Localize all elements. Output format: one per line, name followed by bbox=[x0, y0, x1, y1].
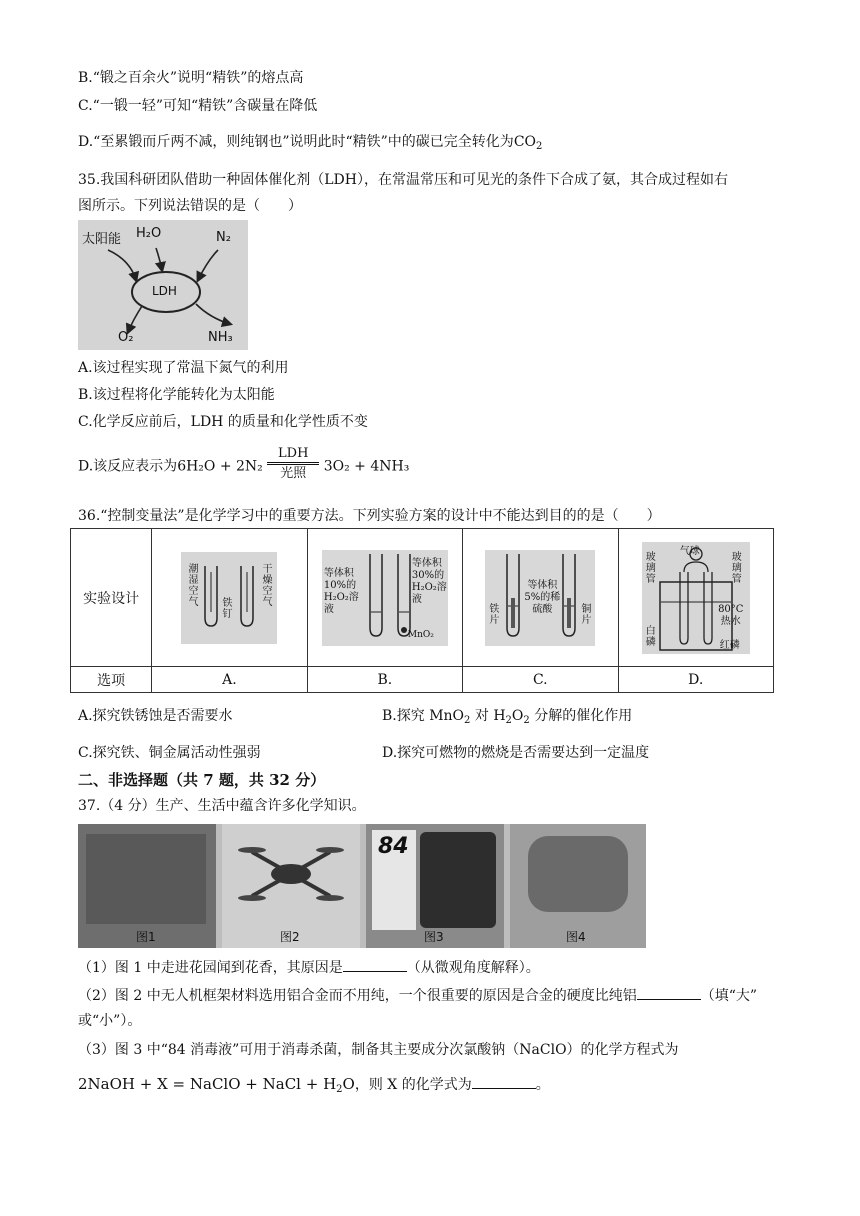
ldh-process-figure bbox=[78, 220, 248, 350]
reaction-condition: LDH 光照 bbox=[267, 446, 319, 483]
q37-sub3-equation: 2NaOH + X = NaClO + NaCl + $H_2O$，则 X 的化学式为 。 bbox=[78, 1075, 550, 1095]
iron-nail-label: 铁钉 bbox=[222, 597, 233, 620]
bottle-84-label: 84 bbox=[378, 834, 409, 859]
design-row-label: 实验设计 bbox=[71, 529, 152, 667]
mno2-label: MnO₂ bbox=[407, 629, 434, 640]
figure-c-metals bbox=[485, 550, 595, 646]
ldh-label: LDH bbox=[152, 284, 177, 298]
section-heading: 二、非选择题（共 7 题，共 32 分） bbox=[78, 771, 326, 789]
option-letter-a: A. bbox=[152, 667, 307, 693]
q34-option-b: B.“锻之百余火”说明“精铁”的熔点高 bbox=[78, 70, 304, 86]
q34-option-d: D.“至累锻而斤两不减，则纯钢也”说明此时“精铁”中的碳已完全转化为$CO_2$ bbox=[78, 134, 543, 152]
q35-option-c: C.化学反应前后，LDH 的质量和化学性质不变 bbox=[78, 414, 368, 430]
sun-energy-label: 太阳能 bbox=[82, 232, 122, 247]
formula-co2: $CO_2$ bbox=[513, 134, 543, 152]
q37-photo-strip bbox=[78, 824, 646, 948]
figure-b-catalyst bbox=[322, 550, 448, 646]
photo-rust bbox=[510, 824, 646, 948]
glass-tube-right-label: 玻璃管 bbox=[731, 551, 742, 585]
photo-drone bbox=[222, 824, 360, 948]
balloon-label: 气球 bbox=[679, 545, 700, 557]
h2o-label: H₂O bbox=[136, 226, 162, 241]
h2o2-10-label: 等体积10%的H₂O₂溶液 bbox=[323, 567, 359, 615]
q37-sub2: （2）图 2 中无人机框架材料选用铝合金而不用纯，一个很重要的原因是合金的硬度比纯铝 （填“大” bbox=[78, 988, 758, 1004]
o2-label: O₂ bbox=[118, 330, 134, 345]
photo-disinfectant bbox=[366, 824, 504, 948]
bottle-small bbox=[372, 830, 416, 930]
photo-label-2: 图2 bbox=[280, 930, 300, 944]
option-letter-b: B. bbox=[307, 667, 462, 693]
design-cell-b bbox=[307, 529, 462, 667]
q37-sub1: （1）图 1 中走进花园闻到花香，其原因是 （从微观角度解释）。 bbox=[78, 960, 540, 976]
answer-blank-2[interactable] bbox=[637, 986, 701, 1000]
design-cell-d bbox=[618, 529, 773, 667]
copper-sheet-label: 铜片 bbox=[581, 603, 592, 626]
bottle-large bbox=[420, 832, 496, 928]
q37-stem: 37.（4 分）生产、生活中蕴含许多化学知识。 bbox=[78, 798, 366, 814]
option-letter-d: D. bbox=[618, 667, 773, 693]
photo-label-4: 图4 bbox=[566, 930, 586, 944]
q35-option-d: D.该反应表示为6H₂O + 2N₂ LDH 光照 3O₂ + 4NH₃ bbox=[78, 446, 410, 481]
q36-answer-d: D.探究可燃物的燃烧是否需要达到一定温度 bbox=[382, 745, 650, 761]
dilute-acid-label: 等体积5%的稀硫酸 bbox=[524, 579, 561, 615]
figure-a-rust bbox=[181, 552, 277, 644]
option-letter-c: C. bbox=[463, 667, 618, 693]
experiment-table bbox=[70, 528, 774, 693]
answer-blank-1[interactable] bbox=[343, 958, 407, 972]
iron-sheet-label: 铁片 bbox=[489, 603, 500, 626]
dry-air-label: 干燥空气 bbox=[262, 563, 273, 608]
equation-right: 3O₂ + 4NH₃ bbox=[323, 458, 410, 475]
q35-option-a: A.该过程实现了常温下氮气的利用 bbox=[78, 360, 289, 376]
answer-blank-3[interactable] bbox=[472, 1075, 536, 1089]
design-cell-c bbox=[463, 529, 618, 667]
h2o2-30-label: 等体积30%的H₂O₂溶液 bbox=[411, 557, 447, 605]
q35-option-b: B.该过程将化学能转化为太阳能 bbox=[78, 387, 275, 403]
design-cell-a bbox=[152, 529, 307, 667]
photo-garden bbox=[78, 824, 216, 948]
q35-stem-line-1: 35.我国科研团队借助一种固体催化剂（LDH），在常温常压和可见光的条件下合成了氨，其合成过程如右 bbox=[78, 172, 728, 188]
white-phosphorus-label: 白磷 bbox=[645, 625, 656, 648]
q36-answer-a: A.探究铁锈蚀是否需要水 bbox=[78, 708, 233, 724]
photo-label-1: 图1 bbox=[136, 930, 156, 944]
red-phosphorus-label: 红磷 bbox=[719, 639, 740, 651]
q36-answer-c: C.探究铁、铜金属活动性强弱 bbox=[78, 745, 261, 761]
n2-label: N₂ bbox=[216, 230, 231, 245]
q37-sub2-cont: 或“小”）。 bbox=[78, 1013, 142, 1029]
q36-stem: 36.“控制变量法”是化学学习中的重要方法。下列实验方案的设计中不能达到目的的是（ ） bbox=[78, 508, 661, 524]
photo-label-3: 图3 bbox=[424, 930, 444, 944]
equation-left: 6H₂O + 2N₂ bbox=[177, 458, 263, 475]
humid-air-label: 潮湿空气 bbox=[188, 563, 199, 608]
q37-sub3-line-1: （3）图 3 中“84 消毒液”可用于消毒杀菌，制备其主要成分次氯酸钠（NaClO）的化学方程式为 bbox=[78, 1042, 679, 1058]
hot-water-label: 80°C热水 bbox=[718, 603, 744, 627]
q34-option-c: C.“一锻一轻”可知“精铁”含碳量在降低 bbox=[78, 98, 318, 114]
option-row-label: 选项 bbox=[71, 667, 152, 693]
q36-answer-b: B.探究 MnO$_2$ 对 $H_2O_2$ 分解的催化作用 bbox=[382, 708, 633, 726]
q35-stem-line-2: 图所示。下列说法错误的是（ ） bbox=[78, 198, 302, 214]
glass-tube-left-label: 玻璃管 bbox=[645, 551, 656, 585]
drone-icon bbox=[222, 824, 360, 924]
nh3-label: NH₃ bbox=[208, 330, 233, 345]
figure-d-combustion bbox=[642, 542, 750, 654]
